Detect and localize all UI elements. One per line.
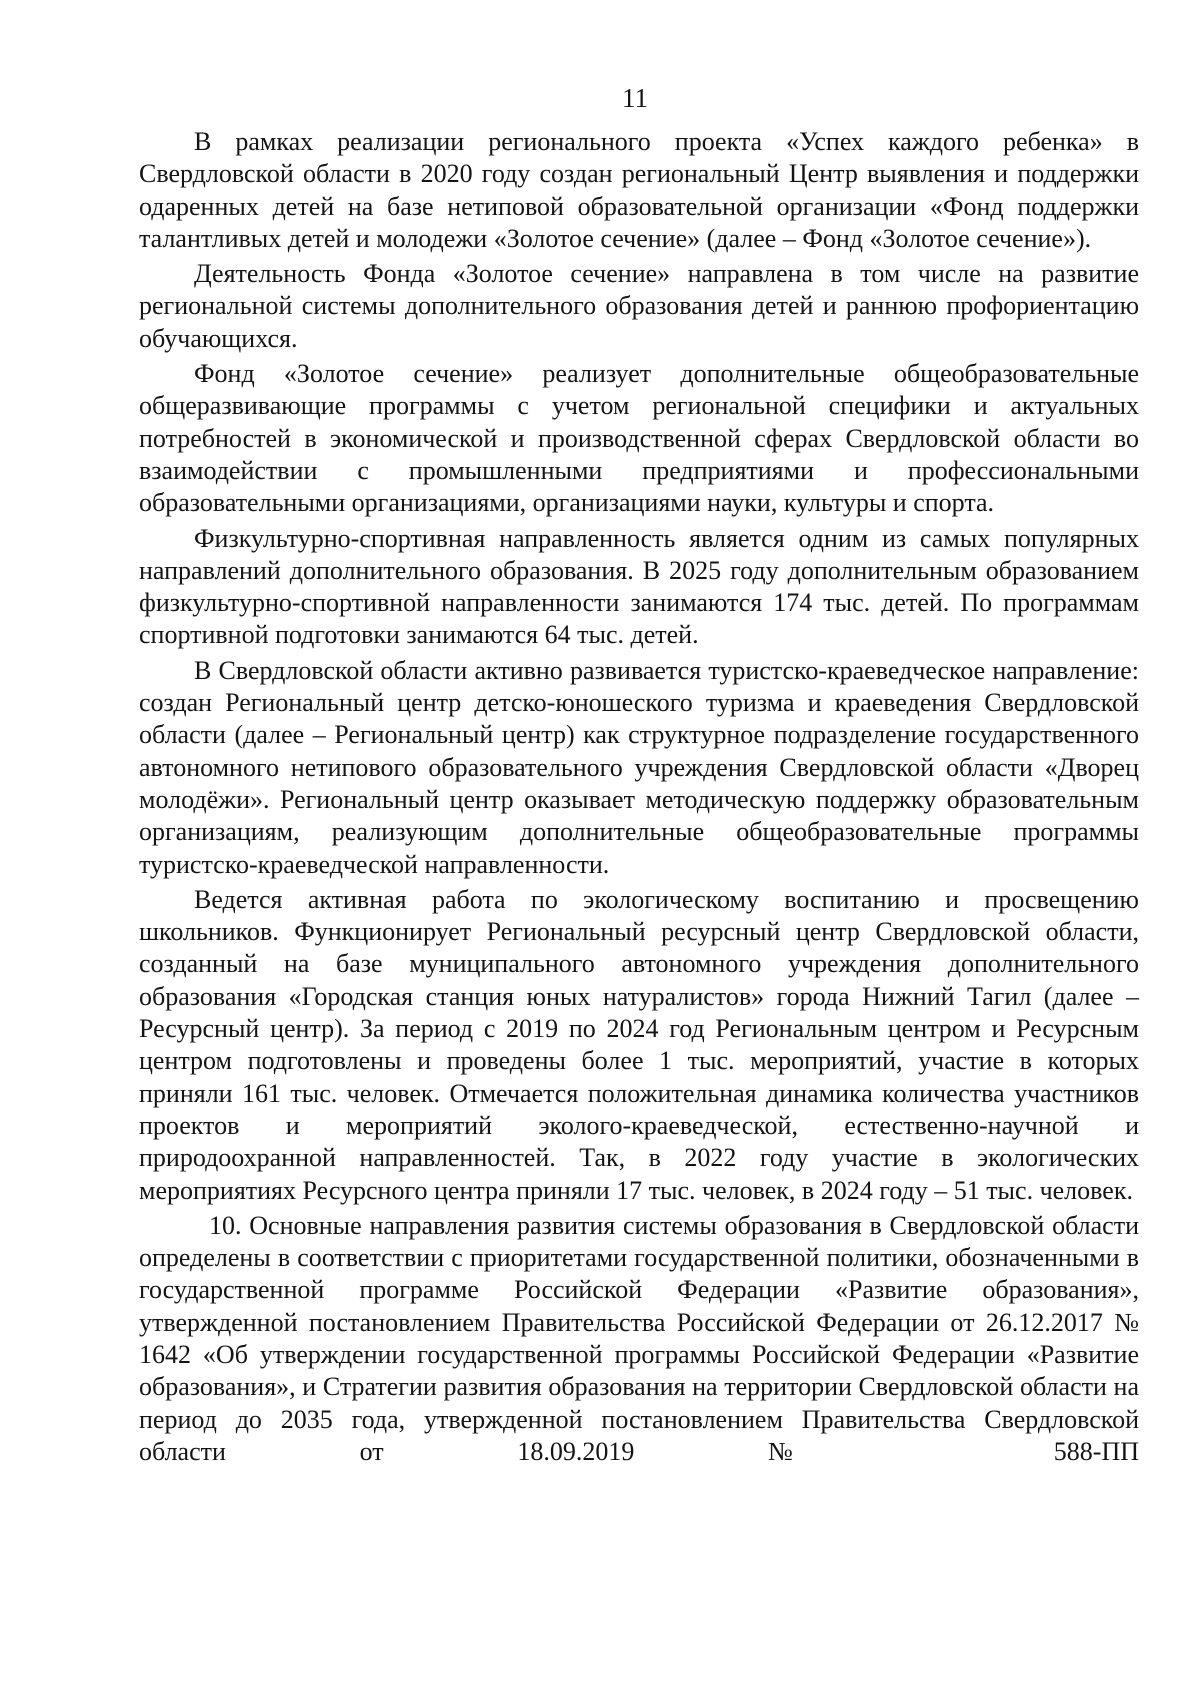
paragraph-sports-direction: Физкультурно-спортивная направленность является одним из самых популярных направлений дополнительного образования. В 2025 году дополнительным образованием физкультурно-спортивной направленности занимаются 174 тыс. детей. По программам спортивной подготовки занимаются 64 тыс. детей.: [139, 523, 1139, 650]
paragraph-fund-programs: Фонд «Золотое сечение» реализует дополнительные общеобразовательные общеразвивающие программы с учетом региональной специфики и актуальных потребностей в экономической и производственной сферах Свердловской области во взаимодействии с промышленными предприятиями и профессиональными образовательными организациями, организациями науки, культуры и спорта.: [139, 359, 1139, 518]
paragraph-section-10: 10. Основные направления развития системы образования в Свердловской области определены в соответствии с приоритетами государственной политики, обозначенными в государственной программе Российской Федерации «Развитие образования», утвержденной постановлением Правительства Российской Федерации от 26.12.2017 № 1642 «Об утверждении государственной программы Российской Федерации «Развитие образования», и Стратегии развития образования на территории Свердловской области на период до 2035 года, утвержденной постановлением Правительства Свердловской области от 18.09.2019 № 588-ПП: [139, 1210, 1139, 1466]
paragraph-golden-section-center: В рамках реализации регионального проекта «Успех каждого ребенка» в Свердловской области в 2020 году создан региональный Центр выявления и поддержки одаренных детей на базе нетиповой образовательной организации «Фонд поддержки талантливых детей и молодежи «Золотое сечение» (далее – Фонд «Золотое сечение»).: [139, 127, 1139, 253]
paragraph-ecology-education: Ведется активная работа по экологическому воспитанию и просвещению школьников. Функционирует Региональный ресурсный центр Свердловской области, созданный на базе муниципального автономного учреждения дополнительного образования «Городская станция юных натуралистов» города Нижний Тагил (далее – Ресурсный центр). За период с 2019 по 2024 год Региональным центром и Ресурсным центром подготовлены и проведены более 1 тыс. мероприятий, участие в которых приняли 161 тыс. человек. Отмечается положительная динамика количества участников проектов и мероприятий эколого-краеведческой, естественно-научной и природоохранной направленностей. Так, в 2022 году участие в экологических мероприятиях Ресурсного центра приняли 17 тыс. человек, в 2024 году – 51 тыс. человек.: [139, 884, 1139, 1205]
paragraph-tourism-direction: В Свердловской области активно развивается туристско-краеведческое направление: создан Региональный центр детско-юношеского туризма и краеведения Свердловской области (далее – Региональный центр) как структурное подразделение государственного автономного нетипового образовательного учреждения Свердловской области «Дворец молодёжи». Региональный центр оказывает методическую поддержку образовательным организациям, реализующим дополнительные общеобразовательные программы туристско-краеведческой направленности.: [139, 655, 1139, 879]
document-body: [139, 126, 1139, 1468]
paragraph-fund-activity: Деятельность Фонда «Золотое сечение» направлена в том числе на развитие региональной системы дополнительного образования детей и раннюю профориентацию обучающихся.: [139, 259, 1139, 353]
page-number: 11: [622, 83, 648, 113]
